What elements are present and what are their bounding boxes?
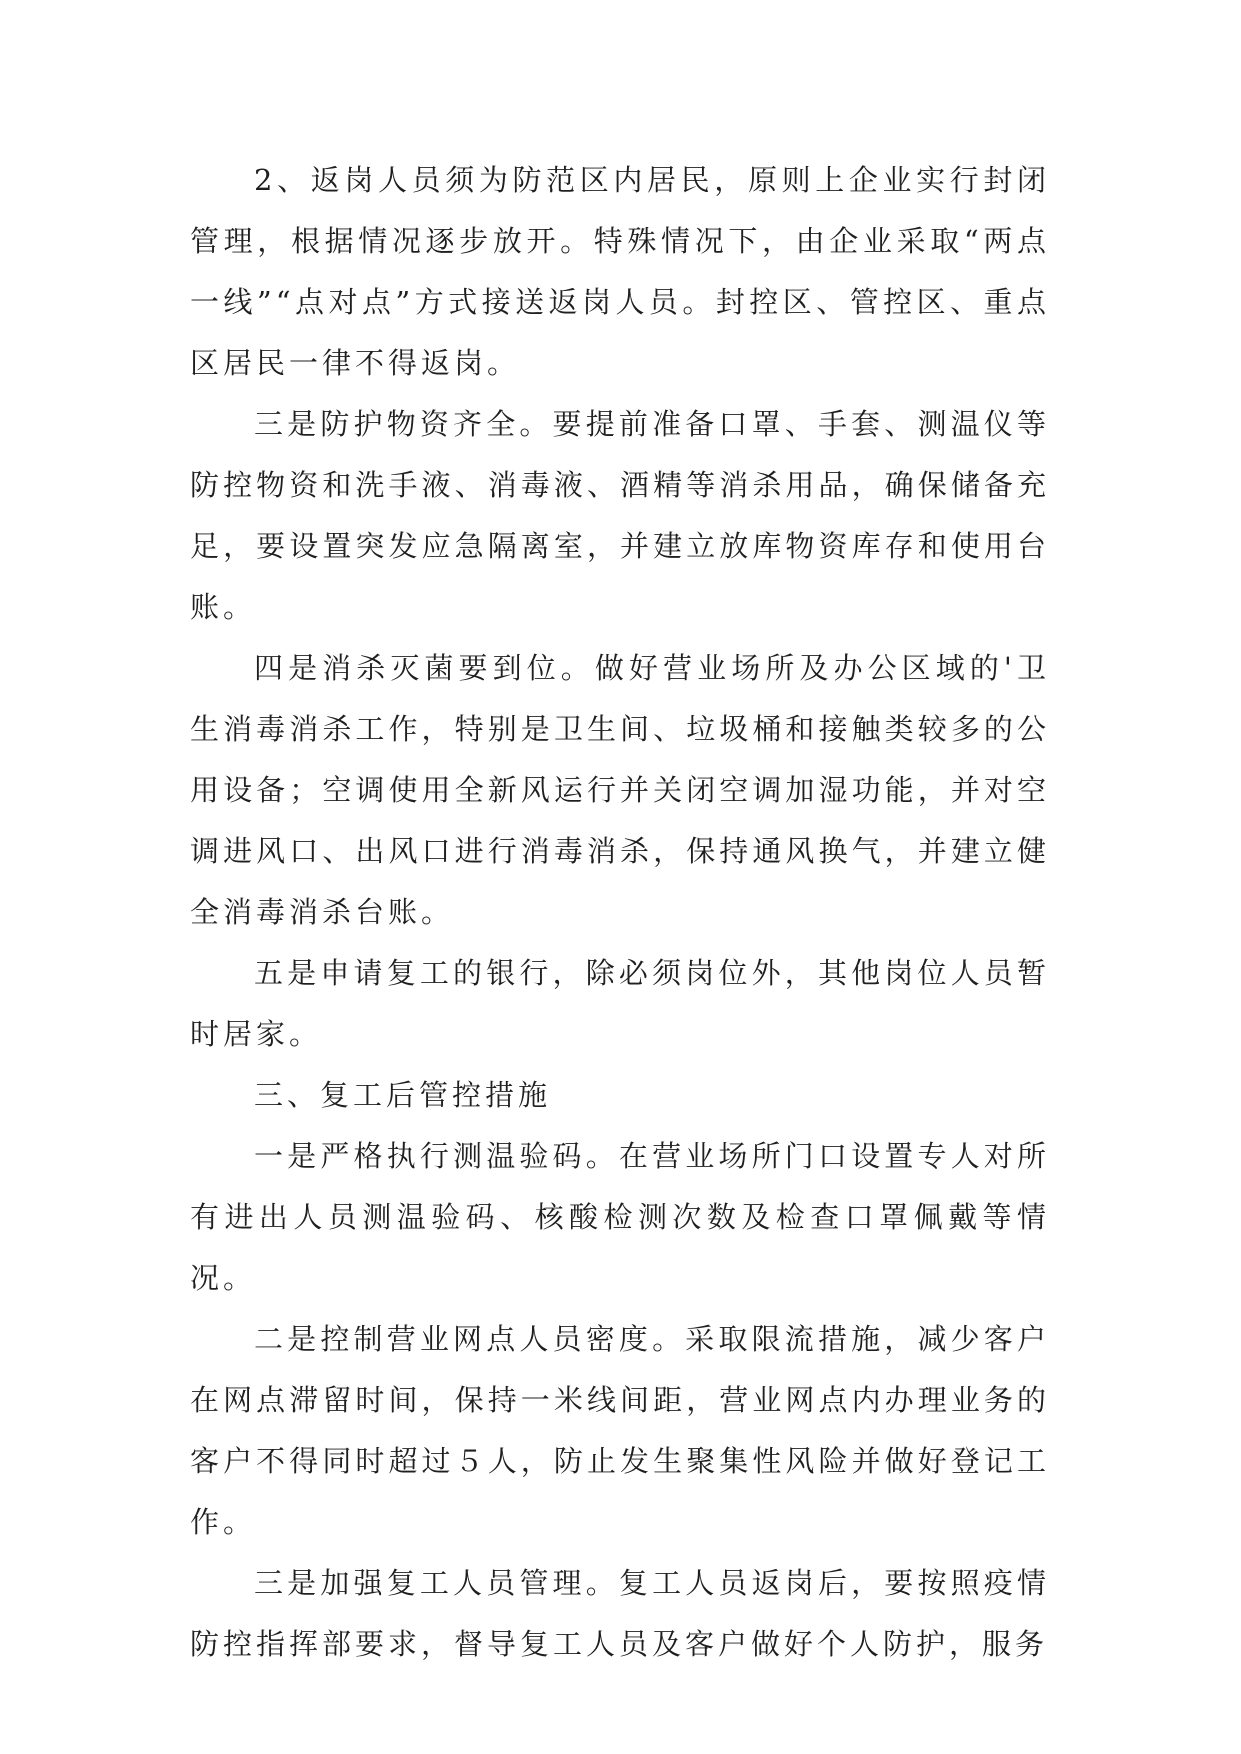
paragraph-density-control: 二是控制营业网点人员密度。采取限流措施，减少客户在网点滞留时间，保持一米线间距，营业网点内办理业务的客户不得同时超过５人，防止发生聚集性风险并做好登记工作。 [190,1322,1050,1539]
paragraph-staff-management: 三是加强复工人员管理。复工人员返岗后，要按照疫情防控指挥部要求，督导复工人员及客户做好个人防护，服务 [190,1566,1050,1661]
paragraph-bank-staff-at-home: 五是申请复工的银行，除必须岗位外，其他岗位人员暂时居家。 [190,956,1050,1051]
section-heading-post-resumption: 三、复工后管控措施 [254,1078,552,1112]
paragraph-protective-supplies: 三是防护物资齐全。要提前准备口罩、手套、测温仪等防控物资和洗手液、消毒液、酒精等消杀用品，确保储备充足，要设置突发应急隔离室，并建立放库物资库存和使用台账。 [190,407,1050,624]
paragraph-disinfection: 四是消杀灭菌要到位。做好营业场所及办公区域的'卫生消毒消杀工作，特别是卫生间、垃圾桶和接触类较多的公用设备；空调使用全新风运行并关闭空调加湿功能，并对空调进风口、出风口进行消毒消杀，保持通风换气，并建立健全消毒消杀台账。 [190,651,1050,929]
paragraph-temperature-code-check: 一是严格执行测温验码。在营业场所门口设置专人对所有进出人员测温验码、核酸检测次数及检查口罩佩戴等情况。 [190,1139,1050,1295]
paragraph-returning-staff: 2、返岗人员须为防范区内居民，原则上企业实行封闭管理，根据情况逐步放开。特殊情况下，由企业采取“两点一线”“点对点”方式接送返岗人员。封控区、管控区、重点区居民一律不得返岗。 [190,163,1050,380]
document-body [190,150,1050,1675]
